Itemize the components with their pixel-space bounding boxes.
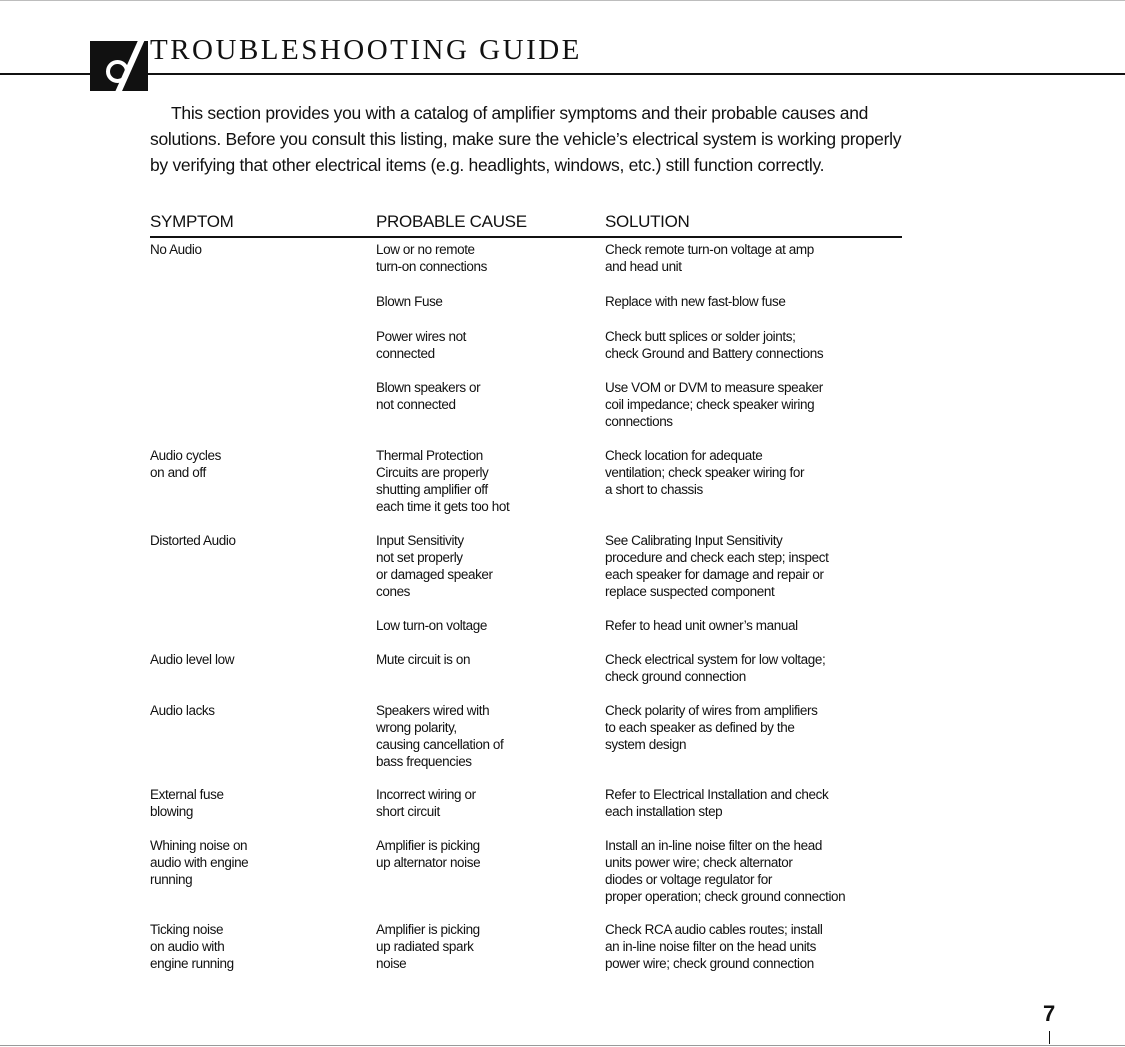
symptom-cell: Audio lacks bbox=[150, 703, 215, 718]
cause-cell: Speakers wired with wrong polarity, causing cancellation of bass frequencies bbox=[376, 703, 504, 769]
cause-cell: Mute circuit is on bbox=[376, 652, 471, 667]
intro-paragraph: This section provides you with a catalog of amplifier symptoms and their probable causes and solutions. Before you consult this listing, make sure the vehicle’s electrical system is working properly by verifying that other electrical items (e.g. headlights, windows, etc.) still function correctly. bbox=[150, 103, 902, 175]
column-header-cause: PROBABLE CAUSE bbox=[376, 212, 527, 231]
cause-cell: Blown Fuse bbox=[376, 294, 443, 309]
cause-cell: Low or no remote turn-on connections bbox=[376, 242, 487, 274]
page-number: 7 bbox=[1043, 1001, 1056, 1026]
symptom-cell: Distorted Audio bbox=[150, 533, 236, 548]
cause-cell: Low turn-on voltage bbox=[376, 618, 487, 633]
solution-cell: Replace with new fast-blow fuse bbox=[605, 294, 786, 309]
solution-cell: Check polarity of wires from amplifiers to each speaker as defined by the system design bbox=[605, 703, 818, 752]
top-border bbox=[0, 0, 1125, 1]
solution-cell: See Calibrating Input Sensitivity procedure and check each step; inspect each speaker for damage and repair or replace suspected component bbox=[605, 533, 829, 599]
cause-cell: Blown speakers or not connected bbox=[376, 380, 481, 412]
bottom-border bbox=[0, 1045, 1125, 1046]
column-header-symptom: SYMPTOM bbox=[150, 212, 234, 231]
solution-cell: Check butt splices or solder joints; check Ground and Battery connections bbox=[605, 329, 824, 361]
cause-cell: Thermal Protection Circuits are properly shutting amplifier off each time it gets too hot bbox=[376, 448, 510, 514]
solution-cell: Check electrical system for low voltage; check ground connection bbox=[605, 652, 826, 684]
symptom-cell: Ticking noise on audio with engine running bbox=[150, 922, 234, 971]
solution-cell: Check location for adequate ventilation; check speaker wiring for a short to chassis bbox=[605, 448, 805, 497]
solution-cell: Refer to Electrical Installation and check each installation step bbox=[605, 787, 829, 819]
symptom-cell: Audio cycles on and off bbox=[150, 448, 221, 480]
column-header-solution: SOLUTION bbox=[605, 212, 690, 231]
cause-cell: Amplifier is picking up radiated spark noise bbox=[376, 922, 480, 971]
wrench-tool-icon bbox=[90, 41, 148, 91]
solution-cell: Refer to head unit owner’s manual bbox=[605, 618, 798, 633]
cause-cell: Incorrect wiring or short circuit bbox=[376, 787, 476, 819]
solution-cell: Use VOM or DVM to measure speaker coil impedance; check speaker wiring connections bbox=[605, 380, 823, 429]
solution-cell: Check remote turn-on voltage at amp and head unit bbox=[605, 242, 814, 274]
cause-cell: Power wires not connected bbox=[376, 329, 467, 361]
symptom-cell: Whining noise on audio with engine running bbox=[150, 838, 249, 887]
cause-cell: Amplifier is picking up alternator noise bbox=[376, 838, 481, 870]
symptom-cell: No Audio bbox=[150, 242, 202, 257]
page-tick-mark bbox=[1049, 1031, 1050, 1044]
solution-cell: Install an in-line noise filter on the head units power wire; check alternator diodes or voltage regulator for proper operation; check ground connection bbox=[605, 838, 846, 904]
symptom-cell: External fuse blowing bbox=[150, 787, 224, 819]
table-header-rule bbox=[150, 236, 902, 238]
symptom-cell: Audio level low bbox=[150, 652, 235, 667]
cause-cell: Input Sensitivity not set properly or damaged speaker cones bbox=[376, 533, 493, 599]
header-rule bbox=[0, 73, 1125, 75]
page-title: TROUBLESHOOTING GUIDE bbox=[150, 34, 582, 66]
solution-cell: Check RCA audio cables routes; install an in-line noise filter on the head units power wire; check ground connection bbox=[605, 922, 823, 971]
